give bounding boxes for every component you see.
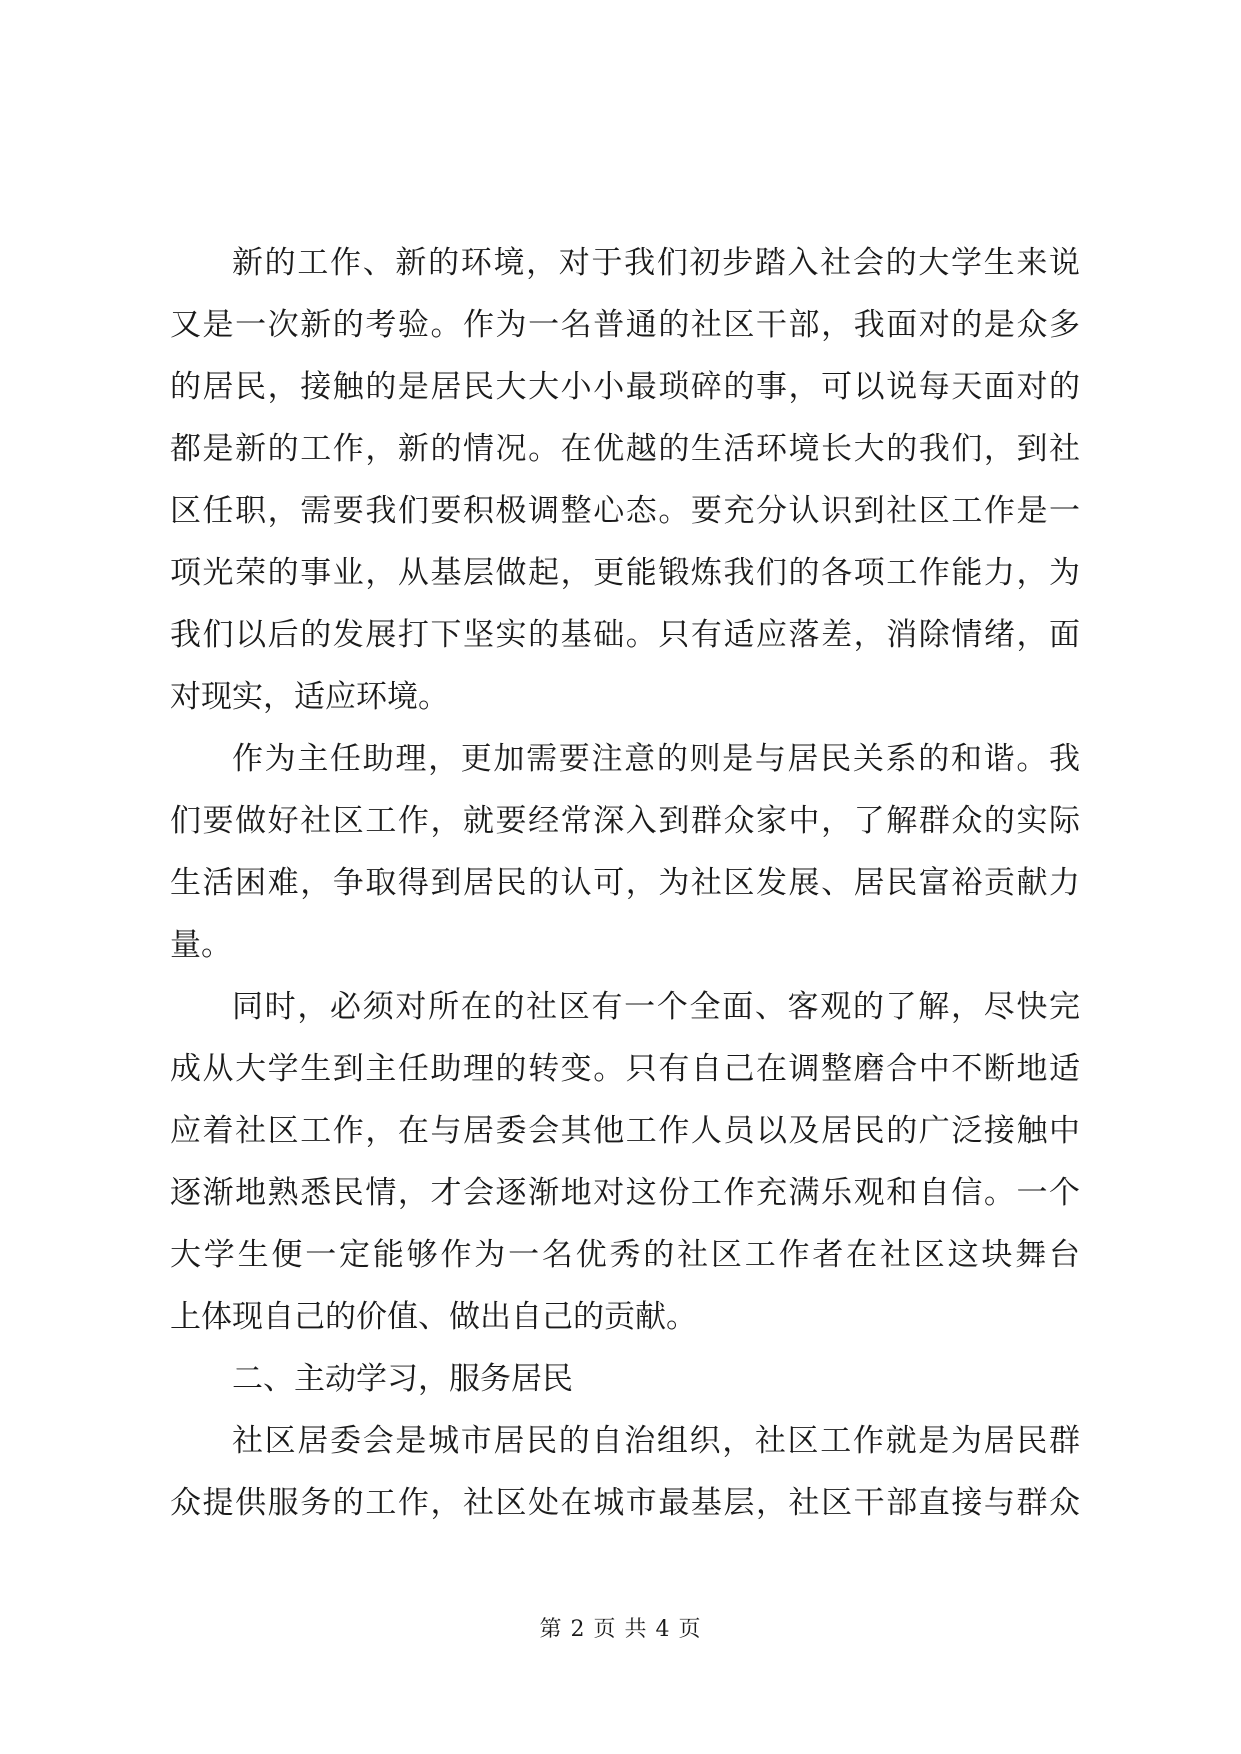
- text-line: 生活困难，争取得到居民的认可，为社区发展、居民富裕贡献力: [170, 865, 1080, 901]
- text-line: 同时，必须对所在的社区有一个全面、客观的了解，尽快完: [232, 989, 1080, 1025]
- text-line: 的居民，接触的是居民大大小小最琐碎的事，可以说每天面对的: [170, 369, 1080, 405]
- text-line: 量。: [170, 927, 232, 963]
- section-heading: [232, 1348, 1080, 1410]
- text-line: 对现实，适应环境。: [170, 679, 449, 715]
- text-line: 大学生便一定能够作为一名优秀的社区工作者在社区这块舞台: [170, 1237, 1080, 1273]
- text-line: 我们以后的发展打下坚实的基础。只有适应落差，消除情绪，面: [170, 617, 1080, 653]
- text-line: 应着社区工作，在与居委会其他工作人员以及居民的广泛接触中: [170, 1113, 1080, 1149]
- text-line: 区任职，需要我们要积极调整心态。要充分认识到社区工作是一: [170, 493, 1080, 529]
- text-line: 项光荣的事业，从基层做起，更能锻炼我们的各项工作能力，为: [170, 555, 1080, 591]
- text-line: 社区居委会是城市居民的自治组织，社区工作就是为居民群: [232, 1423, 1080, 1459]
- paragraph: [170, 976, 1080, 1348]
- paragraph: [170, 232, 1080, 728]
- text-line: 众提供服务的工作，社区处在城市最基层，社区干部直接与群众: [170, 1485, 1080, 1521]
- text-line: 都是新的工作，新的情况。在优越的生活环境长大的我们，到社: [170, 431, 1080, 467]
- page-number-footer: 第 2 页 共 4 页: [539, 1617, 702, 1642]
- paragraph: [170, 728, 1080, 976]
- text-line: 逐渐地熟悉民情，才会逐渐地对这份工作充满乐观和自信。一个: [170, 1175, 1080, 1211]
- text-line: 成从大学生到主任助理的转变。只有自己在调整磨合中不断地适: [170, 1051, 1080, 1087]
- text-line: 上体现自己的价值、做出自己的贡献。: [170, 1299, 697, 1335]
- paragraph: [170, 1410, 1080, 1534]
- text-line: 二、主动学习，服务居民: [232, 1361, 573, 1397]
- text-line: 们要做好社区工作，就要经常深入到群众家中，了解群众的实际: [170, 803, 1080, 839]
- text-line: 又是一次新的考验。作为一名普通的社区干部，我面对的是众多: [170, 307, 1080, 343]
- document-body: [170, 232, 1080, 1534]
- text-line: 新的工作、新的环境，对于我们初步踏入社会的大学生来说: [232, 245, 1080, 281]
- text-line: 作为主任助理，更加需要注意的则是与居民关系的和谐。我: [232, 741, 1080, 777]
